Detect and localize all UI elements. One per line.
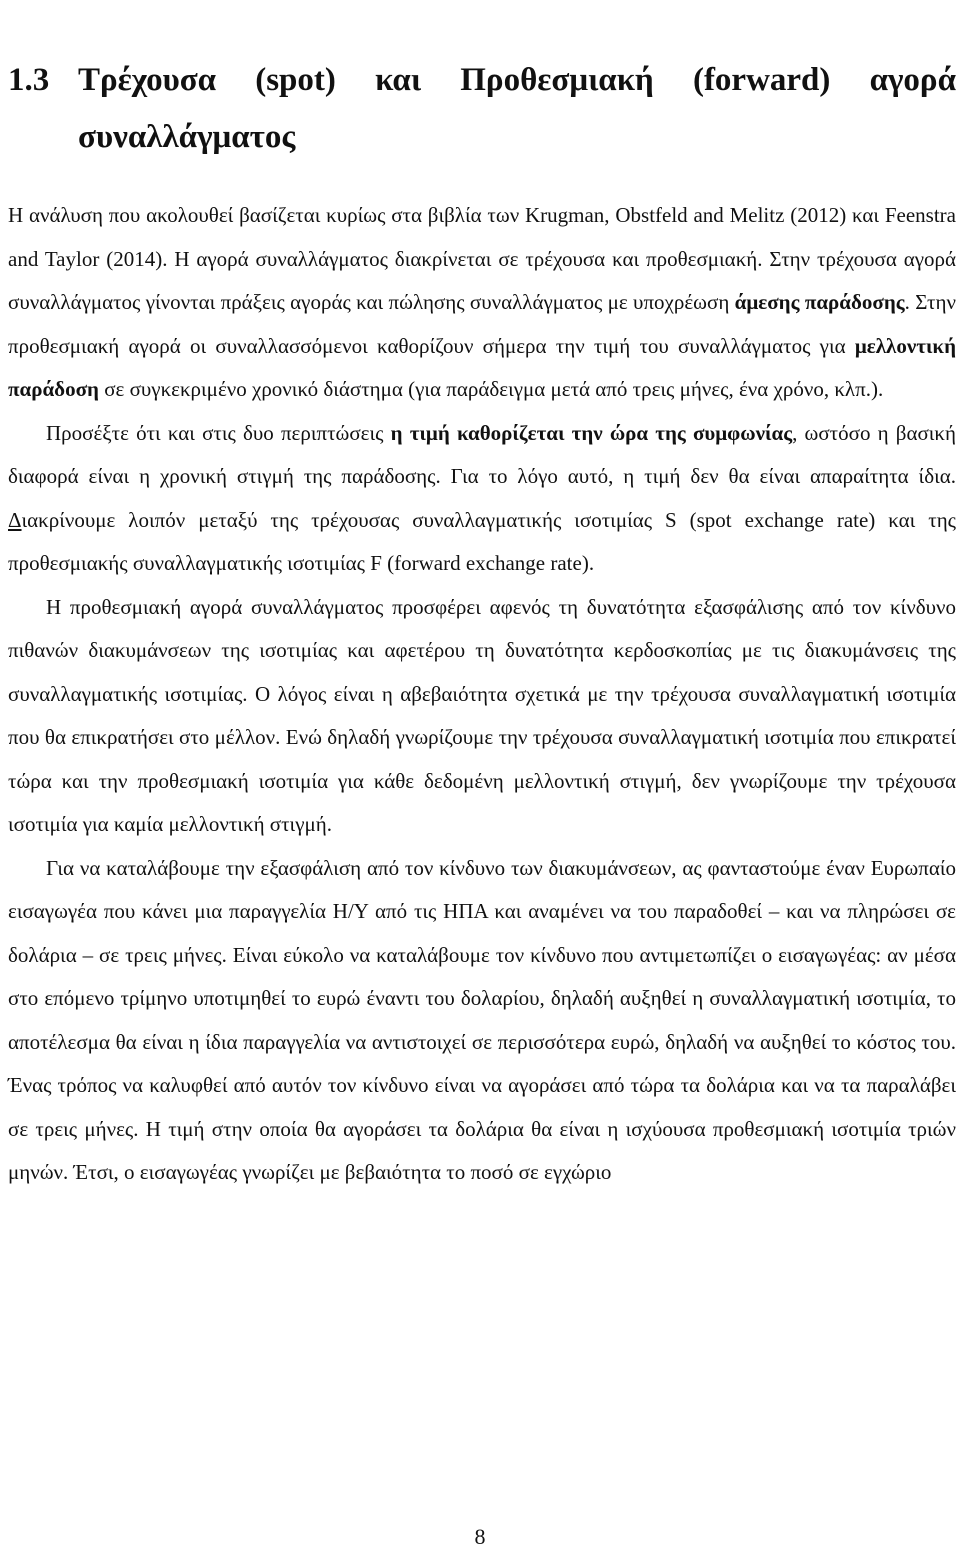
paragraph-2-text-2: , ωστόσο η βασική διαφορά είναι η χρονική στιγμή της παράδοσης. Για το λόγο αυτό, η τιμή δεν θα είναι απαραίτητα ίδια. — [8, 420, 956, 488]
paragraph-3: Η προθεσμιακή αγορά συναλλάγματος προσφέρει αφενός τη δυνατότητα εξασφάλισης από τον κίνδυνο πιθανών διακυμάνσεων της ισοτιμίας και αφετέρου τη δυνατότητα κερδοσκοπίας με τις διακυμάνσεις της συναλλαγματικής ισοτιμίας. Ο λόγος είναι η αβεβαιότητα σχετικά με την τρέχουσα συναλλαγματική ισοτιμία που θα επικρατήσει στο μέλλον. Ενώ δηλαδή γνωρίζουμε την τρέχουσα συναλλαγματική ισοτιμία που επικρατεί τώρα και την προθεσμιακή ισοτιμία για κάθε δεδομένη μελλοντική στιγμή, δεν γνωρίζουμε την τρέχουσα ισοτιμία για καμία μελλοντική στιγμή. — [8, 594, 956, 836]
paragraph-2-underlined-letter: Δ — [8, 507, 22, 532]
section-number: 1.3 — [8, 62, 50, 98]
page-number: 8 — [474, 1524, 486, 1549]
section-heading — [8, 0, 956, 166]
paragraph-2-text-1: Προσέξτε ότι και στις δυο περιπτώσεις — [46, 420, 391, 445]
body-text — [8, 194, 956, 1195]
section-title: Τρέχουσα (spot) και Προθεσμιακή (forward) αγορά συναλλάγματος — [78, 62, 956, 155]
paragraph-2-text-3: ιακρίνουμε λοιπόν μεταξύ της τρέχουσας συναλλαγματικής ισοτιμίας S (spot exchange rate) και της προθεσμιακής συναλλαγματικής ισοτιμίας F (forward exchange rate). — [8, 507, 956, 575]
paragraph-4: Για να καταλάβουμε την εξασφάλιση από τον κίνδυνο των διακυμάνσεων, ας φανταστούμε έναν Ευρωπαίο εισαγωγέα που κάνει μια παραγγελία Η/Υ από τις ΗΠΑ και αναμένει να του παραδοθεί – και να πληρώσει σε δολάρια – σε τρεις μήνες. Είναι εύκολο να καταλάβουμε τον κίνδυνο που αντιμετωπίζει ο εισαγωγέας: αν μέσα στο επόμενο τρίμηνο υποτιμηθεί το ευρώ έναντι του δολαρίου, δηλαδή αυξηθεί η συναλλαγματική ισοτιμία, το αποτέλεσμα θα είναι η ίδια παραγγελία να αντιστοιχεί σε περισσότερα ευρώ, δηλαδή να αυξηθεί το κόστος του. Ένας τρόπος να καλυφθεί από αυτόν τον κίνδυνο είναι να αγοράσει από τώρα τα δολάρια και να τα παραλάβει σε τρεις μήνες. Η τιμή στην οποία θα αγοράσει τα δολάρια θα είναι η ισχύουσα προθεσμιακή ισοτιμία τριών μηνών. Έτσι, ο εισαγωγέας γνωρίζει με βεβαιότητα το ποσό σε εγχώριο — [8, 855, 956, 1184]
paragraph-1-bold-2: μελλοντική παράδοση — [8, 333, 956, 401]
paragraph-1-text-1: Η ανάλυση που ακολουθεί βασίζεται κυρίως στα βιβλία των Krugman, Obstfeld and Melitz (2012) και Feenstra and Taylor (2014). Η αγορά συναλλάγματος διακρίνεται σε τρέχουσα και προθεσμιακή. Στην τρέχουσα αγορά συναλλάγματος γίνονται πράξεις αγοράς και πώλησης συναλλάγματος με υποχρέωση — [8, 203, 956, 314]
paragraph-1-bold-1: άμεσης παράδοσης — [734, 290, 905, 314]
paragraph-1 — [8, 194, 956, 412]
paragraph-1-text-2: . Στην προθεσμιακή αγορά οι συναλλασσόμενοι καθορίζουν σήμερα την τιμή του συναλλάγματος για — [8, 290, 956, 358]
paragraph-1-text-3: σε συγκεκριμένο χρονικό διάστημα (για παράδειγμα μετά από τρεις μήνες, ένα χρόνο, κλπ.). — [98, 377, 884, 401]
paragraph-2-bold-1: η τιμή καθορίζεται την ώρα της συμφωνίας — [390, 420, 793, 445]
paragraph-2 — [8, 412, 956, 586]
document-page — [8, 0, 956, 1195]
